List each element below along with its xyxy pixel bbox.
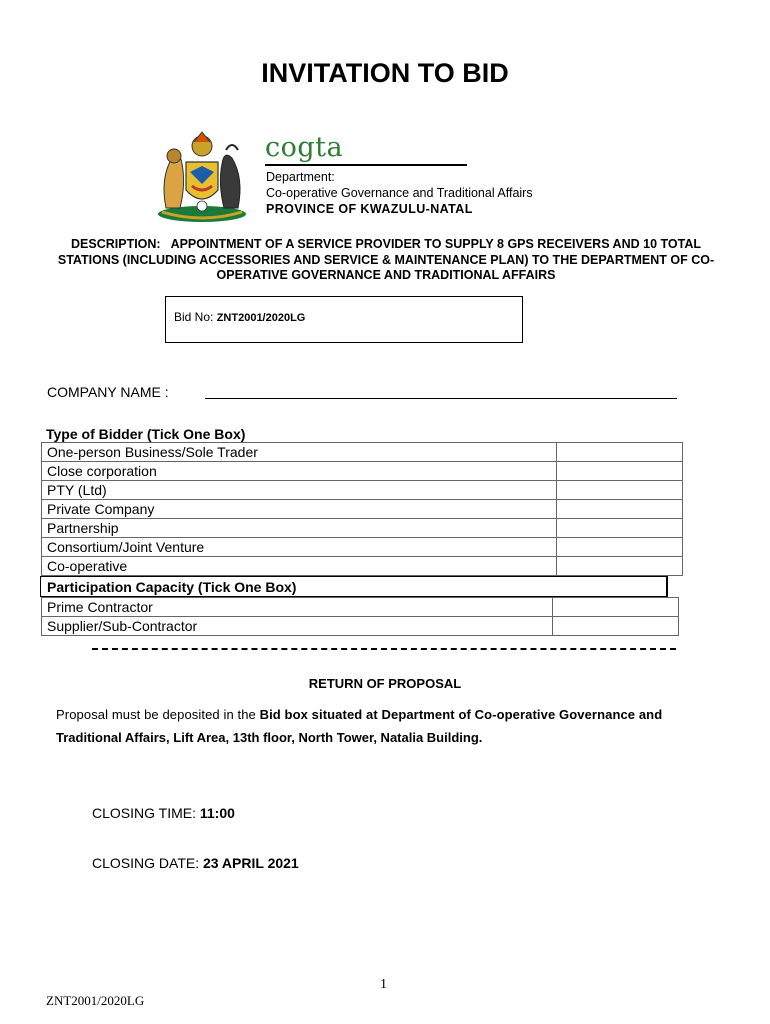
closing-date <box>92 855 299 871</box>
type-of-bidder-header: Type of Bidder (Tick One Box) <box>46 426 246 442</box>
participation-capacity-header: Participation Capacity (Tick One Box) <box>40 576 668 597</box>
bid-number-label: Bid No: <box>174 310 214 324</box>
footer-reference: ZNT2001/2020LG <box>46 993 145 1008</box>
closing-time <box>92 805 235 821</box>
option-row <box>42 500 683 519</box>
option-row <box>42 481 683 500</box>
option-row <box>42 462 683 481</box>
bid-description <box>46 237 726 284</box>
tick-box[interactable] <box>557 538 683 557</box>
option-label: Private Company <box>42 500 557 519</box>
return-of-proposal-heading: RETURN OF PROPOSAL <box>308 676 462 691</box>
bid-number <box>174 310 305 324</box>
closing-time-label: CLOSING TIME: <box>92 805 196 821</box>
tick-box[interactable] <box>553 598 679 617</box>
dashed-separator <box>92 648 676 650</box>
closing-date-value: 23 APRIL 2021 <box>202 855 299 871</box>
tick-box[interactable] <box>557 462 683 481</box>
closing-date-label: CLOSING DATE: <box>92 855 200 871</box>
option-label: Prime Contractor <box>42 598 553 617</box>
proposal-instructions-line-1 <box>56 707 662 722</box>
logo-province: PROVINCE OF KWAZULU-NATAL <box>266 202 473 216</box>
option-label: One-person Business/Sole Trader <box>42 443 557 462</box>
description-label: DESCRIPTION: <box>71 237 161 251</box>
kzn-coat-of-arms-icon <box>152 128 252 224</box>
option-label: Close corporation <box>42 462 557 481</box>
option-row <box>42 557 683 576</box>
description-text: APPOINTMENT OF A SERVICE PROVIDER TO SUPPLY 8 GPS RECEIVERS AND 10 TOTAL STATIONS (INCLUDING ACCESSORIES AND SERVICE & MAINTENANCE PLAN) TO THE DEPARTMENT OF CO-OPERATIVE GOVERNANCE AND TRADITIONAL AFFAIRS <box>57 237 715 282</box>
tick-box[interactable] <box>557 500 683 519</box>
option-label: Consortium/Joint Venture <box>42 538 557 557</box>
option-row <box>42 443 683 462</box>
logo-department-label: Department: <box>266 170 335 184</box>
option-label: Partnership <box>42 519 557 538</box>
option-row <box>42 617 679 636</box>
company-name-label: COMPANY NAME : <box>47 384 169 400</box>
option-row <box>42 598 679 617</box>
bid-number-value: ZNT2001/2020LG <box>216 312 306 324</box>
proposal-prefix: Proposal must be deposited in the <box>56 707 256 722</box>
page-number: 1 <box>380 977 387 992</box>
participation-capacity-table <box>41 597 679 636</box>
proposal-location-2: Traditional Affairs, Lift Area, 13th floor, North Tower, Natalia Building. <box>56 730 483 745</box>
option-row <box>42 519 683 538</box>
logo-department-name: Co-operative Governance and Traditional Affairs <box>266 186 533 200</box>
proposal-location-1: Bid box situated at Department of Co-operative Governance and <box>259 707 663 722</box>
document-title: INVITATION TO BID <box>261 58 509 88</box>
option-label: Co-operative <box>42 557 557 576</box>
tick-box[interactable] <box>557 443 683 462</box>
logo-divider <box>265 164 467 166</box>
cogta-brand-wordmark: cogta <box>265 132 344 163</box>
type-of-bidder-table <box>41 442 683 576</box>
option-label: Supplier/Sub-Contractor <box>42 617 553 636</box>
tick-box[interactable] <box>557 519 683 538</box>
closing-time-value: 11:00 <box>199 805 235 821</box>
option-label: PTY (Ltd) <box>42 481 557 500</box>
tick-box[interactable] <box>553 617 679 636</box>
company-name-field[interactable] <box>205 398 677 399</box>
option-row <box>42 538 683 557</box>
tick-box[interactable] <box>557 481 683 500</box>
tick-box[interactable] <box>557 557 683 576</box>
